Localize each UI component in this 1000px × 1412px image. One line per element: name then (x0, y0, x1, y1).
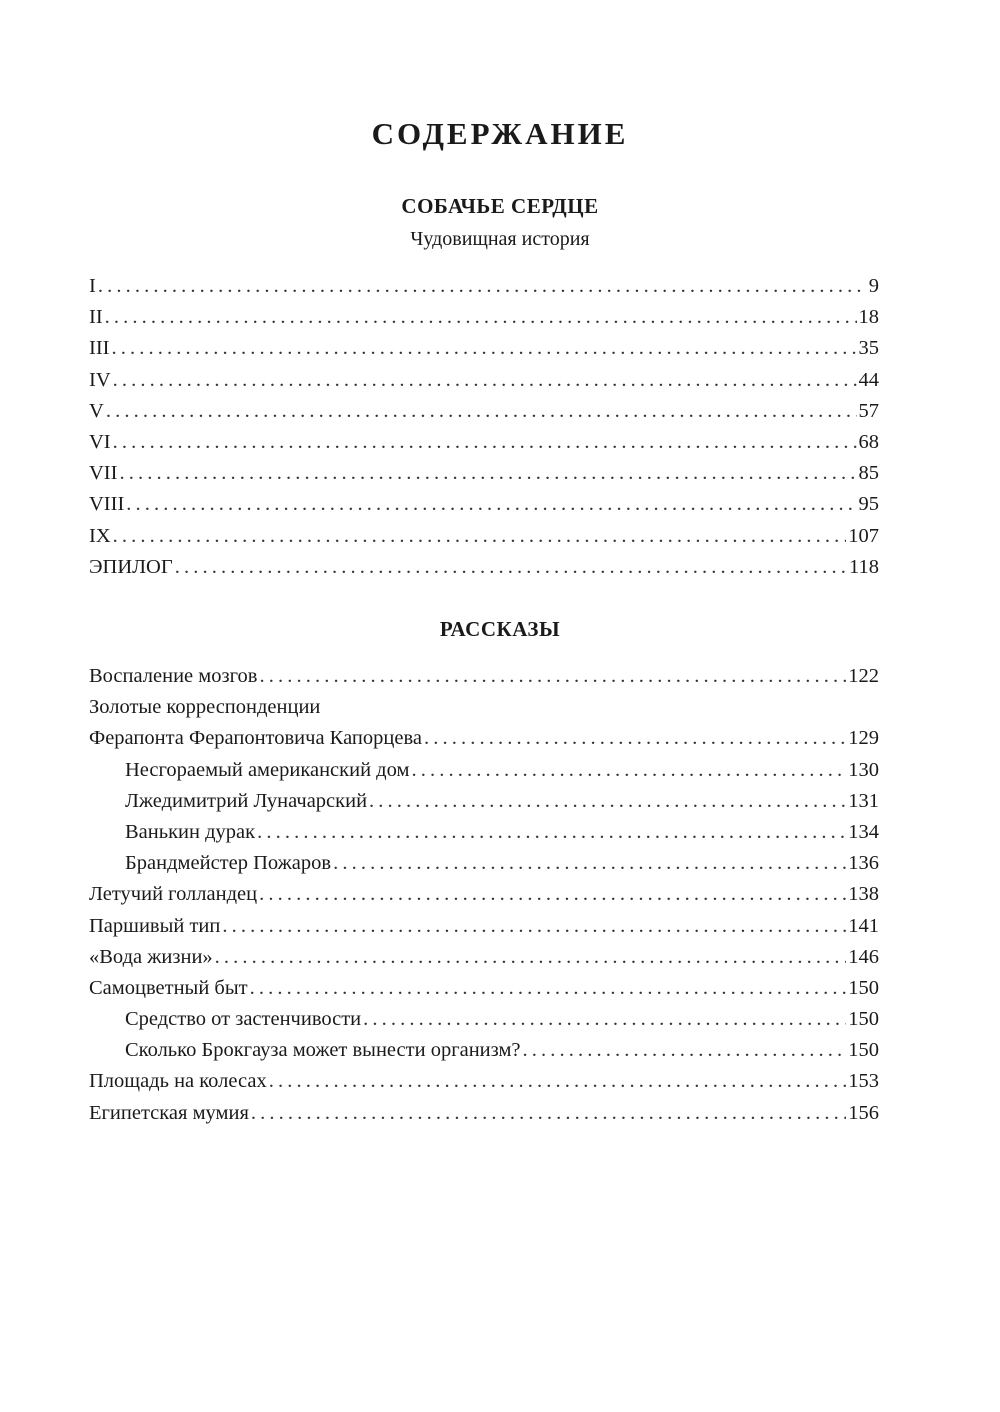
dot-leader (259, 879, 846, 910)
toc-entry-label: Летучий голландец (89, 883, 258, 906)
section-title-part2: РАССКАЗЫ (439, 617, 561, 641)
toc-entry[interactable] (89, 302, 879, 333)
toc-entry[interactable] (89, 786, 879, 817)
toc-entry-label: IX (89, 524, 111, 547)
toc-entry[interactable] (89, 973, 879, 1004)
toc-entry-page: 153 (848, 1070, 879, 1093)
toc-entry-heading (89, 692, 879, 723)
toc-entry-label: II (89, 306, 103, 329)
toc-entry-page: 130 (848, 758, 879, 781)
dot-leader (106, 396, 857, 427)
toc-entry-label: VII (89, 462, 118, 485)
dot-leader (113, 521, 847, 552)
toc-entry-page: 44 (858, 368, 879, 391)
toc-entry-page: 107 (848, 524, 879, 547)
dot-leader (411, 755, 846, 786)
toc-entry-label: Паршивый тип (89, 914, 221, 937)
toc-entry[interactable] (89, 661, 879, 692)
toc-entry-page: 118 (849, 555, 879, 578)
toc-entry-page: 138 (848, 883, 879, 906)
toc-entry-page: 95 (858, 493, 879, 516)
toc-entry-label: ЭПИЛОГ (89, 555, 173, 578)
dot-leader (259, 661, 846, 692)
dot-leader (424, 723, 846, 754)
dot-leader (119, 458, 856, 489)
dot-leader (250, 973, 847, 1004)
toc-entry-page: 131 (848, 789, 879, 812)
toc-entry[interactable] (89, 723, 879, 754)
toc-entry[interactable] (89, 1035, 879, 1066)
toc-entry-page: 136 (848, 852, 879, 875)
toc-entry[interactable] (89, 396, 879, 427)
toc-entry-label: «Вода жизни» (89, 945, 213, 968)
toc-entry-label: Ферапонта Ферапонтовича Капорцева (89, 727, 422, 750)
toc-entry[interactable] (89, 365, 879, 396)
toc-entry-page: 129 (848, 727, 879, 750)
toc-entry-label: Средство от застенчивости (125, 1008, 362, 1031)
toc-entry-label: Брандмейстер Пожаров (125, 852, 332, 875)
toc-entry-label: Воспаление мозгов (89, 665, 258, 687)
toc-entry-label: Площадь на колесах (89, 1070, 267, 1093)
toc-entry-page: 150 (848, 976, 879, 999)
toc-entry[interactable] (89, 271, 879, 302)
toc-entry-page: 134 (848, 820, 879, 843)
toc-entry[interactable] (89, 1066, 879, 1097)
toc-list-part2 (89, 661, 879, 1129)
toc-entry-label: Несгораемый американский дом (125, 758, 410, 781)
toc-entry-label: Сколько Брокгауза может вынести организм? (125, 1039, 521, 1062)
toc-entry-label: I (89, 275, 96, 297)
dot-leader (369, 786, 846, 817)
dot-leader (251, 1098, 846, 1129)
toc-entry-label: V (89, 399, 104, 422)
toc-entry[interactable] (89, 942, 879, 973)
toc-entry[interactable] (89, 333, 879, 364)
toc-entry-label: VIII (89, 493, 125, 516)
dot-leader (126, 489, 856, 520)
toc-entry-page: 18 (858, 306, 879, 329)
toc-entry[interactable] (89, 489, 879, 520)
toc-entry-page: 150 (848, 1039, 879, 1062)
toc-entry[interactable] (89, 521, 879, 552)
toc-entry-page: 122 (848, 665, 879, 687)
dot-leader (363, 1004, 846, 1035)
toc-entry[interactable] (89, 817, 879, 848)
toc-entry[interactable] (89, 552, 879, 583)
dot-leader (113, 365, 857, 396)
toc-entry[interactable] (89, 1004, 879, 1035)
dot-leader (269, 1066, 847, 1097)
toc-entry-label: Лжедимитрий Луначарский (125, 789, 368, 812)
toc-entry-page: 57 (858, 399, 879, 422)
toc-entry[interactable] (89, 911, 879, 942)
dot-leader (175, 552, 847, 583)
dot-leader (113, 427, 857, 458)
toc-entry-label: VI (89, 430, 111, 453)
toc-entry-page: 150 (848, 1008, 879, 1031)
toc-list-part1 (89, 271, 879, 583)
toc-entry-page: 9 (868, 275, 879, 297)
dot-leader (257, 817, 846, 848)
toc-entry-label: III (89, 337, 110, 360)
dot-leader (222, 911, 846, 942)
dot-leader (333, 848, 846, 879)
toc-entry[interactable] (89, 755, 879, 786)
section-subtitle-part1: Чудовищная история (410, 228, 590, 250)
toc-entry[interactable] (89, 879, 879, 910)
toc-entry[interactable] (89, 848, 879, 879)
dot-leader (215, 942, 847, 973)
toc-entry-page: 68 (858, 430, 879, 453)
page-title: СОДЕРЖАНИЕ (371, 116, 629, 151)
toc-entry-label: Ванькин дурак (125, 820, 256, 843)
toc-entry[interactable] (89, 458, 879, 489)
dot-leader (111, 333, 856, 364)
section-title-part1: СОБАЧЬЕ СЕРДЦЕ (401, 194, 599, 218)
dot-leader (98, 271, 867, 302)
dot-leader (523, 1035, 847, 1066)
toc-entry[interactable] (89, 427, 879, 458)
toc-entry-label: IV (89, 368, 111, 391)
toc-entry-page: 85 (858, 462, 879, 485)
toc-entry-label: Золотые корреспонденции (89, 696, 321, 719)
toc-entry-label: Самоцветный быт (89, 976, 248, 999)
toc-entry-page: 141 (848, 914, 879, 937)
toc-entry[interactable] (89, 1098, 879, 1129)
toc-entry-page: 35 (858, 337, 879, 360)
toc-entry-page: 156 (848, 1101, 879, 1124)
dot-leader (105, 302, 857, 333)
toc-entry-label: Египетская мумия (89, 1101, 249, 1124)
toc-entry-page: 146 (848, 945, 879, 968)
